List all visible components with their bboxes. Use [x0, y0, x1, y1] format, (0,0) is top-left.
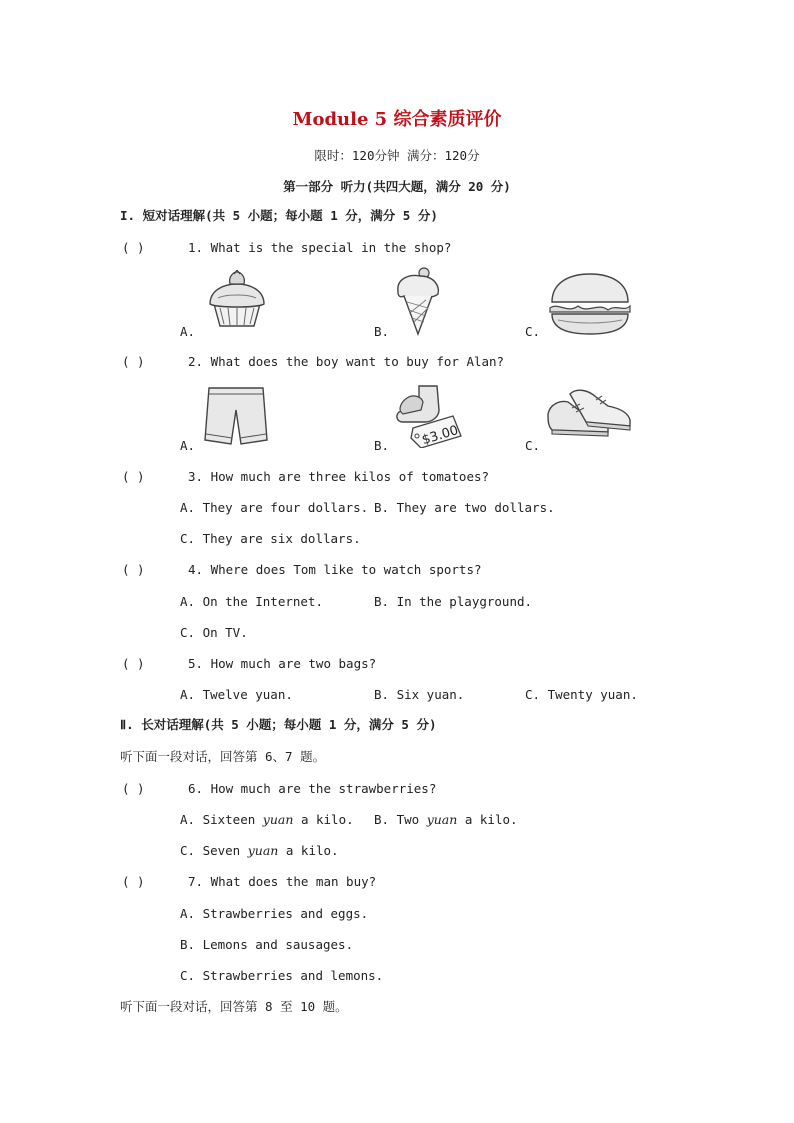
burger-image — [548, 272, 632, 336]
answer-blank[interactable]: ( ) — [122, 781, 145, 796]
q2-option-a-label: A. — [180, 438, 196, 453]
q2-option-c-label: C. — [525, 438, 541, 453]
question-5-text: 5. How much are two bags? — [188, 656, 377, 671]
question-4-text: 4. Where does Tom like to watch sports? — [188, 562, 482, 577]
q6-option-a: A. Sixteen yuan a kilo. — [180, 812, 354, 827]
q3-option-a: A. They are four dollars. — [180, 500, 369, 515]
q4-option-a: A. On the Internet. — [180, 594, 323, 609]
q4-option-b: B. In the playground. — [374, 594, 533, 609]
question-6 — [122, 781, 436, 797]
page-title: Module 5 综合素质评价 — [292, 109, 502, 130]
section1-heading: I. 短对话理解(共 5 小题；每小题 1 分，满分 5 分) — [120, 208, 438, 223]
sneakers-image — [546, 384, 632, 446]
q2-option-b-label: B. — [374, 438, 390, 453]
time-score-info: 限时：120分钟 满分：120分 — [314, 148, 480, 163]
part-heading: 第一部分 听力(共四大题，满分 20 分) — [283, 179, 511, 194]
q4-option-c: C. On TV. — [180, 625, 248, 640]
section2-intro-2: 听下面一段对话，回答第 8 至 10 题。 — [120, 999, 348, 1014]
answer-blank[interactable]: ( ) — [122, 562, 145, 577]
question-1-text: 1. What is the special in the shop? — [188, 240, 452, 255]
answer-blank[interactable]: ( ) — [122, 656, 145, 671]
socks-price-tag-image — [393, 384, 463, 448]
answer-blank[interactable]: ( ) — [122, 469, 145, 484]
question-1 — [122, 240, 451, 256]
question-5 — [122, 656, 376, 672]
question-6-text: 6. How much are the strawberries? — [188, 781, 437, 796]
answer-blank[interactable]: ( ) — [122, 874, 145, 889]
q6-option-b: B. Two yuan a kilo. — [374, 812, 518, 827]
q7-option-b: B. Lemons and sausages. — [180, 937, 354, 952]
q7-option-a: A. Strawberries and eggs. — [180, 906, 369, 921]
q5-option-a: A. Twelve yuan. — [180, 687, 293, 702]
ice-cream-cone-image — [394, 266, 442, 336]
q5-option-b: B. Six yuan. — [374, 687, 465, 702]
question-3-text: 3. How much are three kilos of tomatoes? — [188, 469, 490, 484]
question-7 — [122, 874, 376, 890]
shorts-image — [203, 384, 269, 448]
price-tag-text: $3.00 — [420, 423, 461, 448]
q1-option-b-label: B. — [374, 324, 390, 339]
q7-option-c: C. Strawberries and lemons. — [180, 968, 384, 983]
answer-blank[interactable]: ( ) — [122, 240, 145, 255]
q1-option-c-label: C. — [525, 324, 541, 339]
q3-option-b: B. They are two dollars. — [374, 500, 555, 515]
q3-option-c: C. They are six dollars. — [180, 531, 361, 546]
cupcake-image — [206, 270, 268, 330]
section2-intro-1: 听下面一段对话，回答第 6、7 题。 — [120, 749, 326, 764]
question-7-text: 7. What does the man buy? — [188, 874, 377, 889]
answer-blank[interactable]: ( ) — [122, 354, 145, 369]
question-2-text: 2. What does the boy want to buy for Alan? — [188, 354, 505, 369]
question-4 — [122, 562, 482, 578]
section2-heading: Ⅱ. 长对话理解(共 5 小题；每小题 1 分，满分 5 分) — [120, 717, 437, 732]
q1-option-a-label: A. — [180, 324, 196, 339]
question-2 — [122, 354, 504, 370]
q5-option-c: C. Twenty yuan. — [525, 687, 638, 702]
q6-option-c: C. Seven yuan a kilo. — [180, 843, 339, 858]
question-3 — [122, 469, 489, 485]
